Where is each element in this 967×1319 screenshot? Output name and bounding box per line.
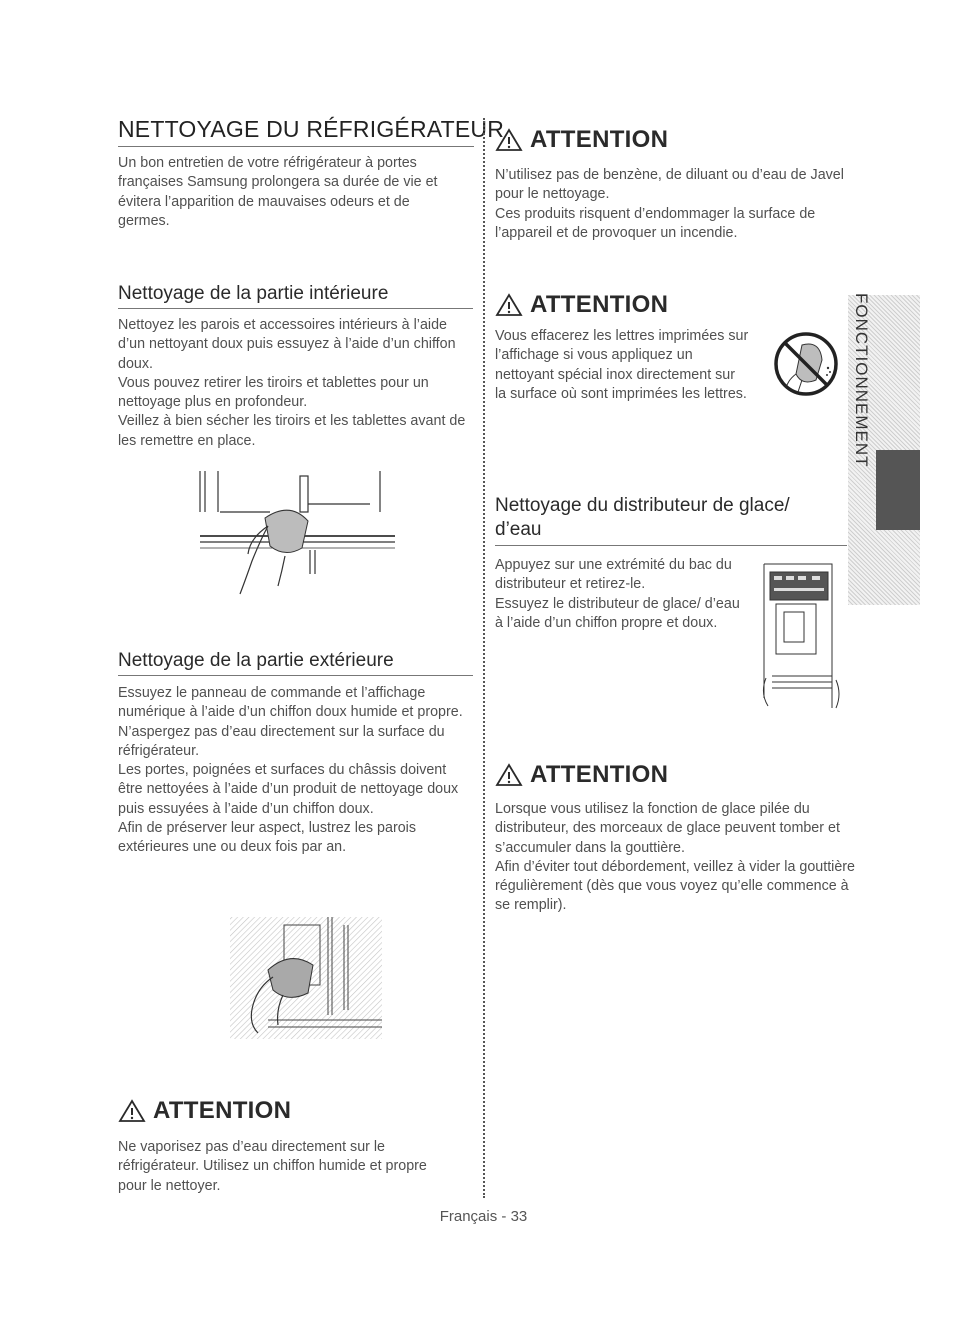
attention-label: ATTENTION [153,1097,292,1124]
attention-text: Ne vaporisez pas d’eau directement sur le réfrigérateur. Utilisez un chiffon humide et propre pour le nettoyer. [118,1139,427,1194]
attention-heading-1 [495,126,668,154]
warning-icon [495,293,523,317]
chapter-tab-marker [876,450,920,530]
dispenser-paragraph [495,556,750,633]
attention-paragraph-1 [495,166,850,243]
no-spray-icon [772,330,840,398]
exterior-paragraph [118,684,474,858]
attention-label: ATTENTION [530,126,669,153]
attention-text: Vous effacerez les lettres imprimées sur l’affichage si vous appliquez un nettoyant spécial inox directement sur la surface où sont imprimées les lettres. [495,328,749,402]
attention-line: Lorsque vous utilisez la fonction de glace pilée du distributeur, des morceaux de glace peuvent tomber et s’accumuler dans la gouttière. [495,801,840,856]
dispenser-heading [495,494,847,546]
warning-icon [495,763,523,787]
dispenser-illustration [752,558,844,710]
section-title: NETTOYAGE DU RÉFRIGÉRATEUR [118,116,474,147]
warning-icon [495,128,523,152]
interior-line: Veillez à bien sécher les tiroirs et les tablettes avant de les remettre en place. [118,413,466,449]
attention-heading-left [118,1097,291,1125]
exterior-line: Les portes, poignées et surfaces du châssis doivent être nettoyées à l’aide d’un produit de nettoyage doux puis essuyées à l’aide d’un chiffon doux. [118,762,459,817]
attention-label: ATTENTION [530,291,669,318]
interior-line: Nettoyez les parois et accessoires intérieurs à l’aide d’un nettoyant doux puis essuyez à l’aide d’un chiffon doux. [118,317,456,372]
page-number: Français - 33 [439,1208,528,1225]
interior-heading: Nettoyage de la partie intérieure [118,283,473,309]
attention-heading-3 [495,761,668,789]
dispenser-heading-line2: d’eau [495,519,542,540]
exterior-line: Afin de préserver leur aspect, lustrez les parois extérieures une ou deux fois par an. [118,820,416,856]
intro-paragraph [118,154,458,231]
column-divider [483,118,485,1198]
attention-paragraph-2 [495,327,750,404]
attention-line: Afin d’éviter tout débordement, veillez à vider la gouttière régulièrement (dès que vous voyez qu’elle commence à se remplir). [495,858,856,914]
dispenser-line: Essuyez le distributeur de glace/ d’eau à l’aide d’un chiffon propre et doux. [495,595,740,631]
attention-paragraph-left [118,1138,458,1196]
warning-icon [118,1099,146,1123]
chapter-tab [848,292,874,468]
exterior-heading: Nettoyage de la partie extérieure [118,650,473,676]
exterior-cleaning-illustration [228,915,386,1041]
attention-label: ATTENTION [530,761,669,788]
dispenser-line: Appuyez sur une extrémité du bac du distributeur et retirez-le. [495,557,732,593]
exterior-line: N’aspergez pas d’eau directement sur la surface du réfrigérateur. [118,723,445,759]
interior-line: Vous pouvez retirer les tiroirs et tablettes pour un nettoyage plus en profondeur. [118,374,429,411]
interior-paragraph [118,316,474,451]
interior-cleaning-illustration [190,466,405,601]
attention-line: N’utilisez pas de benzène, de diluant ou d’eau de Javel pour le nettoyage. [495,167,844,203]
intro-text: Un bon entretien de votre réfrigérateur à portes françaises Samsung prolongera sa durée de vie et évitera l’apparition de mauvaises odeurs et de germes. [118,155,438,229]
chapter-tab-label: FONCTIONNEMENT [852,292,871,468]
exterior-line: Essuyez le panneau de commande et l’affichage numérique à l’aide d’un chiffon doux humide et propre. [118,685,463,721]
attention-paragraph-3 [495,800,855,916]
attention-heading-2 [495,291,668,319]
attention-line: Ces produits risquent d’endommager la surface de l’appareil et de provoquer un incendie. [495,205,816,241]
dispenser-heading-line1: Nettoyage du distributeur de glace/ [495,495,790,516]
